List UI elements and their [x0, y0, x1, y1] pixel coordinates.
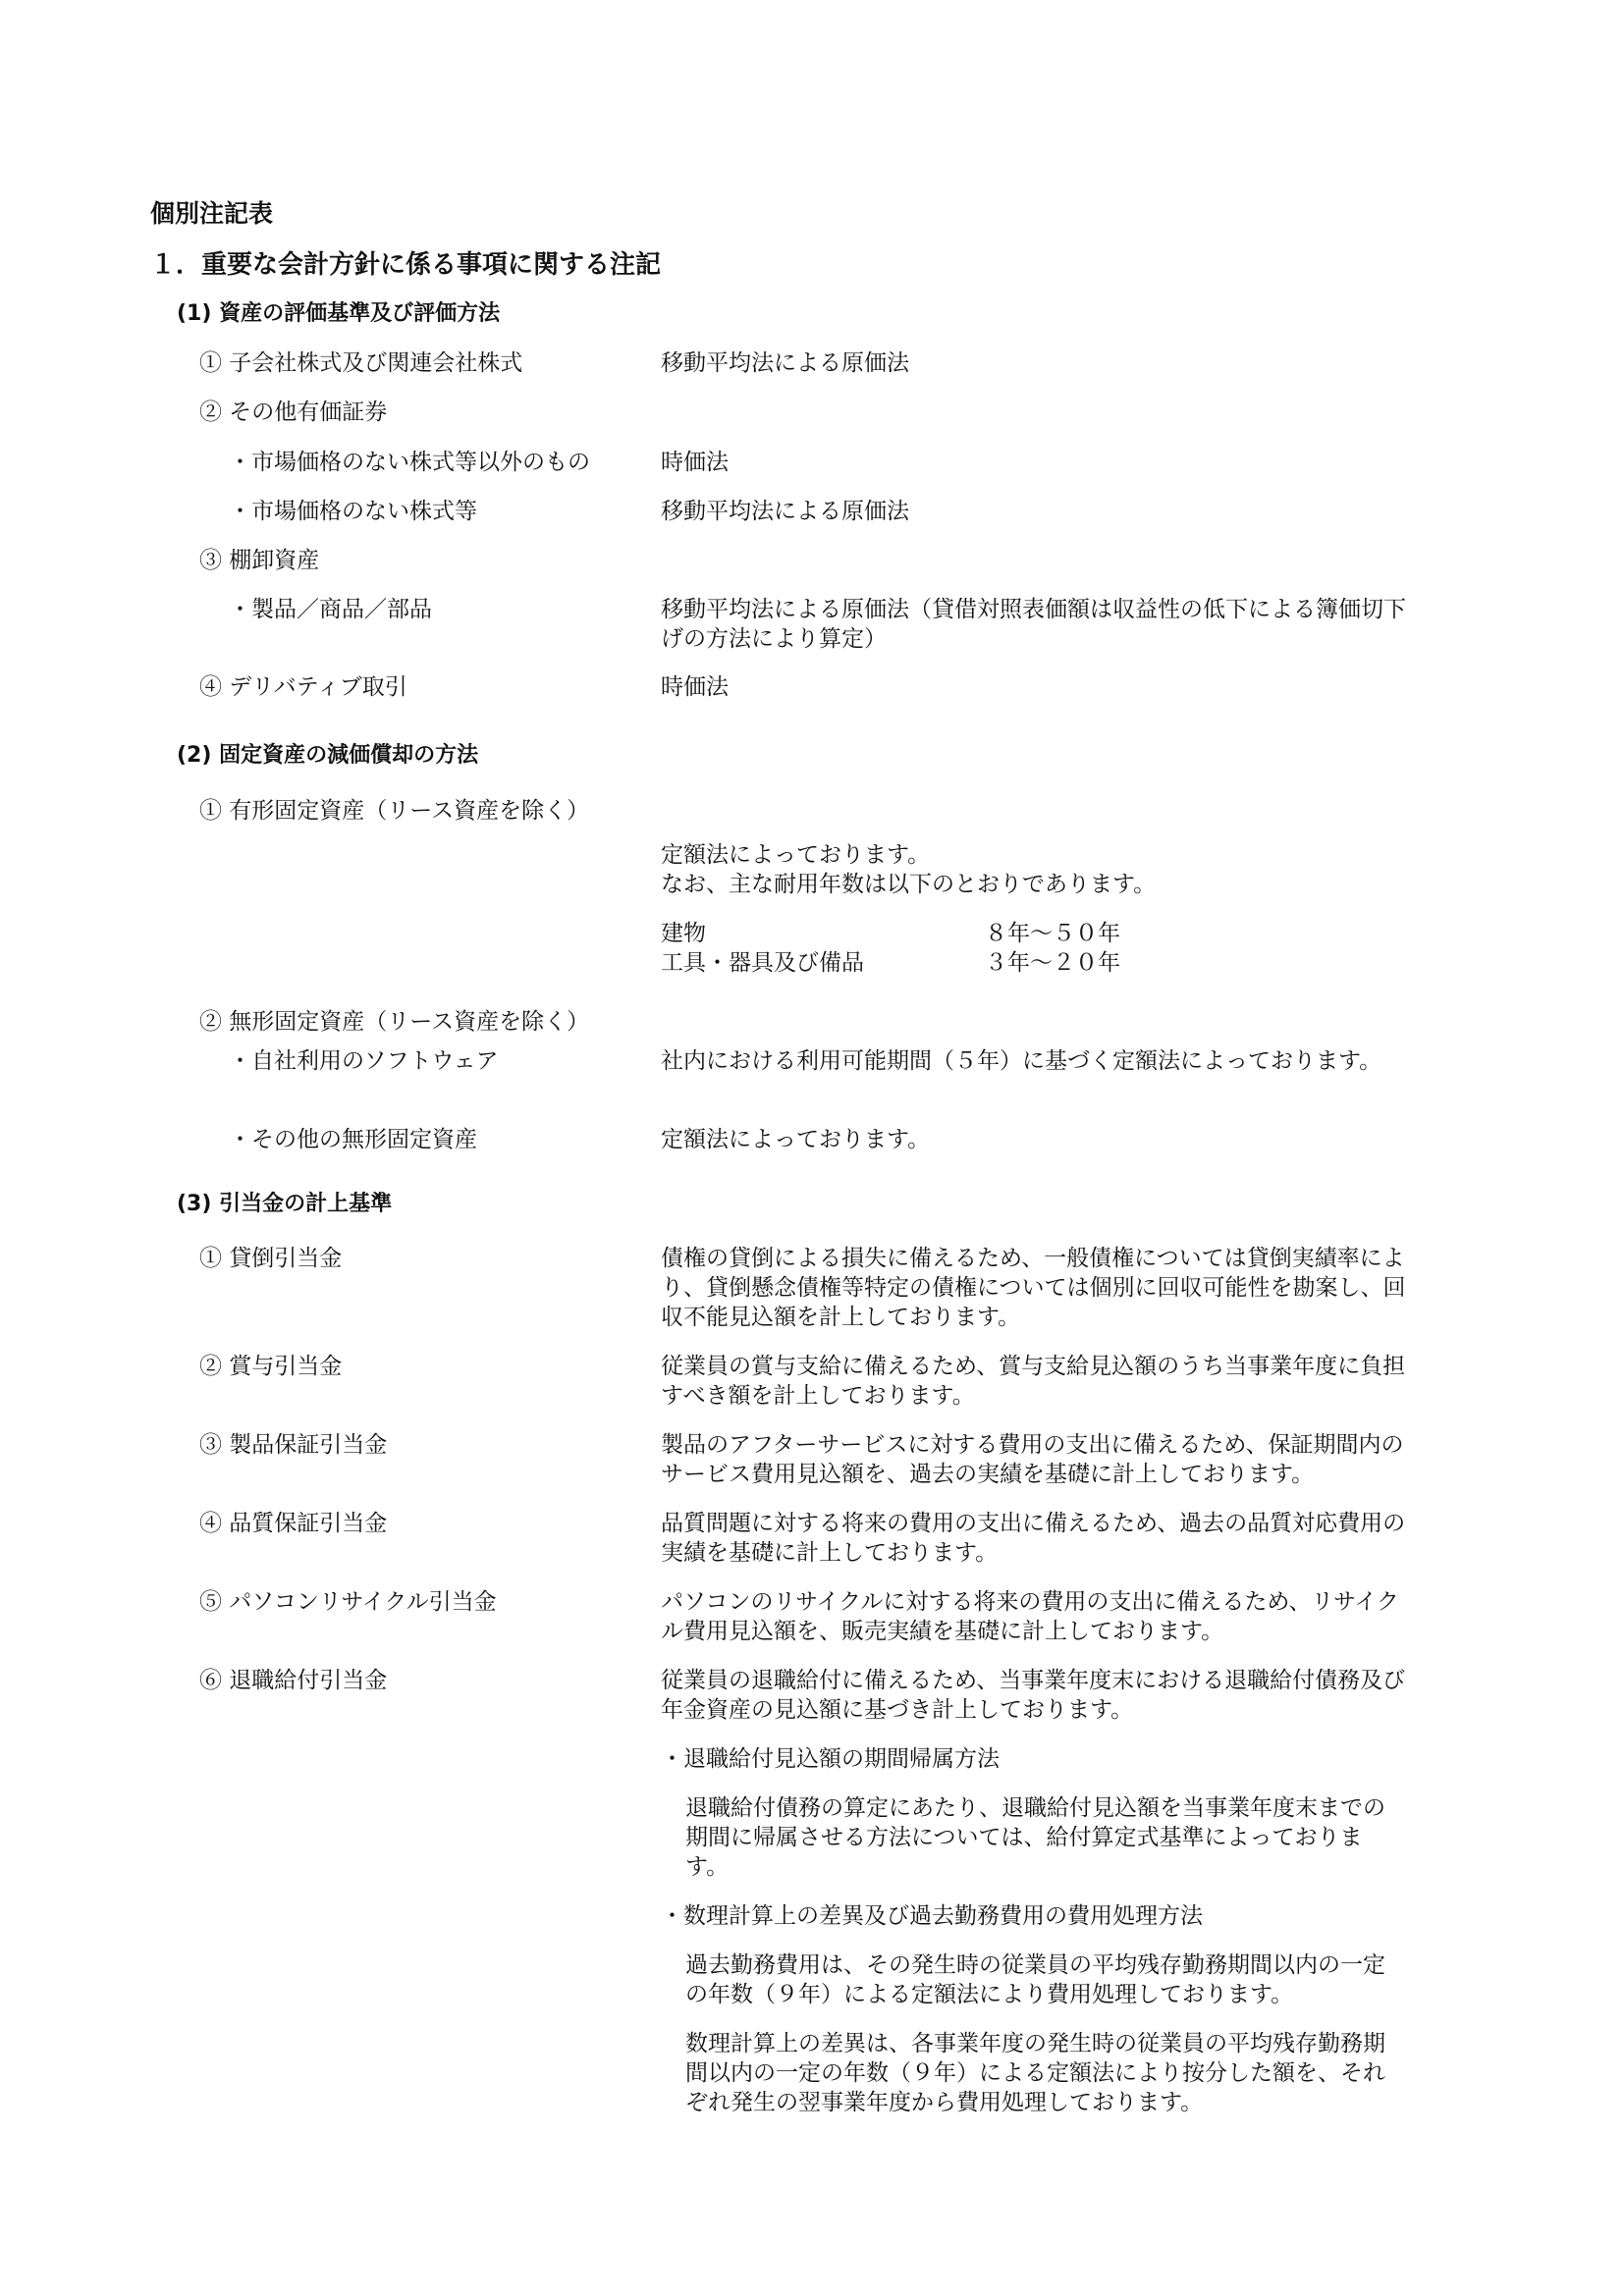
- item-label: ⑤ パソコンリサイクル引当金: [199, 1589, 497, 1615]
- item-value: 実績を基礎に計上しております。: [661, 1540, 999, 1566]
- item-value: ぞれ発生の翌事業年度から費用処理しております。: [685, 2090, 1204, 2115]
- sub-item-label: ・市場価格のない株式等以外のもの: [229, 450, 590, 475]
- item-value: 年金資産の見込額に基づき計上しております。: [661, 1697, 1134, 1723]
- item-value: 移動平均法による原価法（貸借対照表価額は収益性の低下による簿価切下: [661, 597, 1406, 622]
- item-value: 収不能見込額を計上しております。: [661, 1305, 1021, 1330]
- item-value: 退職給付債務の算定にあたり、退職給付見込額を当事業年度末までの: [685, 1795, 1385, 1821]
- sub-item-label: ・市場価格のない株式等: [229, 499, 477, 524]
- item-value: 数理計算上の差異は、各事業年度の発生時の従業員の平均残存勤務期: [685, 2031, 1385, 2056]
- item-value: す。: [685, 1854, 730, 1880]
- item-value: げの方法により算定）: [661, 626, 887, 652]
- item-value: 社内における利用可能期間（５年）に基づく定額法によっております。: [661, 1048, 1382, 1074]
- item-value: 品質問題に対する将来の費用の支出に備えるため、過去の品質対応費用の: [661, 1511, 1406, 1536]
- item-label: ② その他有価証券: [199, 400, 388, 425]
- item-label: ① 有形固定資産（リース資産を除く）: [199, 798, 590, 824]
- sub-item-label: ・その他の無形固定資産: [229, 1127, 477, 1152]
- item-label: ⑥ 退職給付引当金: [199, 1668, 388, 1693]
- life-name: 建物: [661, 921, 706, 946]
- item-label: ④ デリバティブ取引: [199, 674, 407, 700]
- item-value: 間以内の一定の年数（９年）による定額法により按分した額を、それ: [685, 2060, 1385, 2086]
- item-value: 債権の貸倒による損失に備えるため、一般債権については貸倒実績率によ: [661, 1246, 1405, 1271]
- subsection-heading: (3) 引当金の計上基準: [177, 1192, 393, 1216]
- item-value: 定額法によっております。: [661, 842, 931, 868]
- item-value: 定額法によっております。: [661, 1127, 931, 1152]
- item-value: 期間に帰属させる方法については、給付算定式基準によっておりま: [685, 1825, 1363, 1850]
- item-value: パソコンのリサイクルに対する将来の費用の支出に備えるため、リサイク: [661, 1589, 1399, 1615]
- item-value: 製品のアフターサービスに対する費用の支出に備えるため、保証期間内の: [661, 1432, 1404, 1458]
- item-value: 時価法: [661, 450, 729, 475]
- item-value: 過去勤務費用は、その発生時の従業員の平均残存勤務期間以内の一定: [685, 1952, 1385, 1978]
- item-label: ② 賞与引当金: [199, 1354, 343, 1379]
- sub-item-heading: ・数理計算上の差異及び過去勤務費用の費用処理方法: [661, 1903, 1203, 1929]
- item-label: ③ 製品保証引当金: [199, 1432, 388, 1458]
- item-value: なお、主な耐用年数は以下のとおりであります。: [661, 872, 1157, 897]
- item-label: ③ 棚卸資産: [199, 548, 320, 573]
- life-years: ８年～５０年: [985, 921, 1120, 946]
- item-value: サービス費用見込額を、過去の実績を基礎に計上しております。: [661, 1462, 1315, 1487]
- life-years: ３年～２０年: [985, 950, 1120, 976]
- subsection-heading: (2) 固定資産の減価償却の方法: [177, 743, 479, 768]
- subsection-heading: (1) 資産の評価基準及び評価方法: [177, 301, 501, 326]
- life-name: 工具・器具及び備品: [661, 950, 864, 976]
- sub-item-label: ・製品／商品／部品: [229, 597, 432, 622]
- item-value: すべき額を計上しております。: [661, 1383, 975, 1409]
- item-value: 従業員の賞与支給に備えるため、賞与支給見込額のうち当事業年度に負担: [661, 1354, 1406, 1379]
- sub-item-heading: ・退職給付見込額の期間帰属方法: [661, 1746, 1000, 1772]
- item-value: り、貸倒懸念債権等特定の債権については個別に回収可能性を勘案し、回: [661, 1275, 1406, 1301]
- item-label: ④ 品質保証引当金: [199, 1511, 388, 1536]
- section-heading: １．重要な会計方針に係る事項に関する注記: [150, 250, 662, 280]
- item-value: 移動平均法による原価法: [661, 499, 909, 524]
- item-label: ② 無形固定資産（リース資産を除く）: [199, 1009, 590, 1035]
- item-value: 時価法: [661, 674, 729, 700]
- document-title: 個別注記表: [150, 199, 274, 228]
- sub-item-label: ・自社利用のソフトウェア: [229, 1048, 499, 1074]
- item-value: の年数（９年）による定額法により費用処理しております。: [685, 1982, 1294, 2007]
- item-label: ① 子会社株式及び関連会社株式: [199, 350, 523, 376]
- item-label: ① 貸倒引当金: [199, 1246, 343, 1271]
- item-value: 従業員の退職給付に備えるため、当事業年度末における退職給付債務及び: [661, 1668, 1406, 1693]
- item-value: 移動平均法による原価法: [661, 350, 909, 376]
- item-value: ル費用見込額を、販売実績を基礎に計上しております。: [661, 1619, 1224, 1644]
